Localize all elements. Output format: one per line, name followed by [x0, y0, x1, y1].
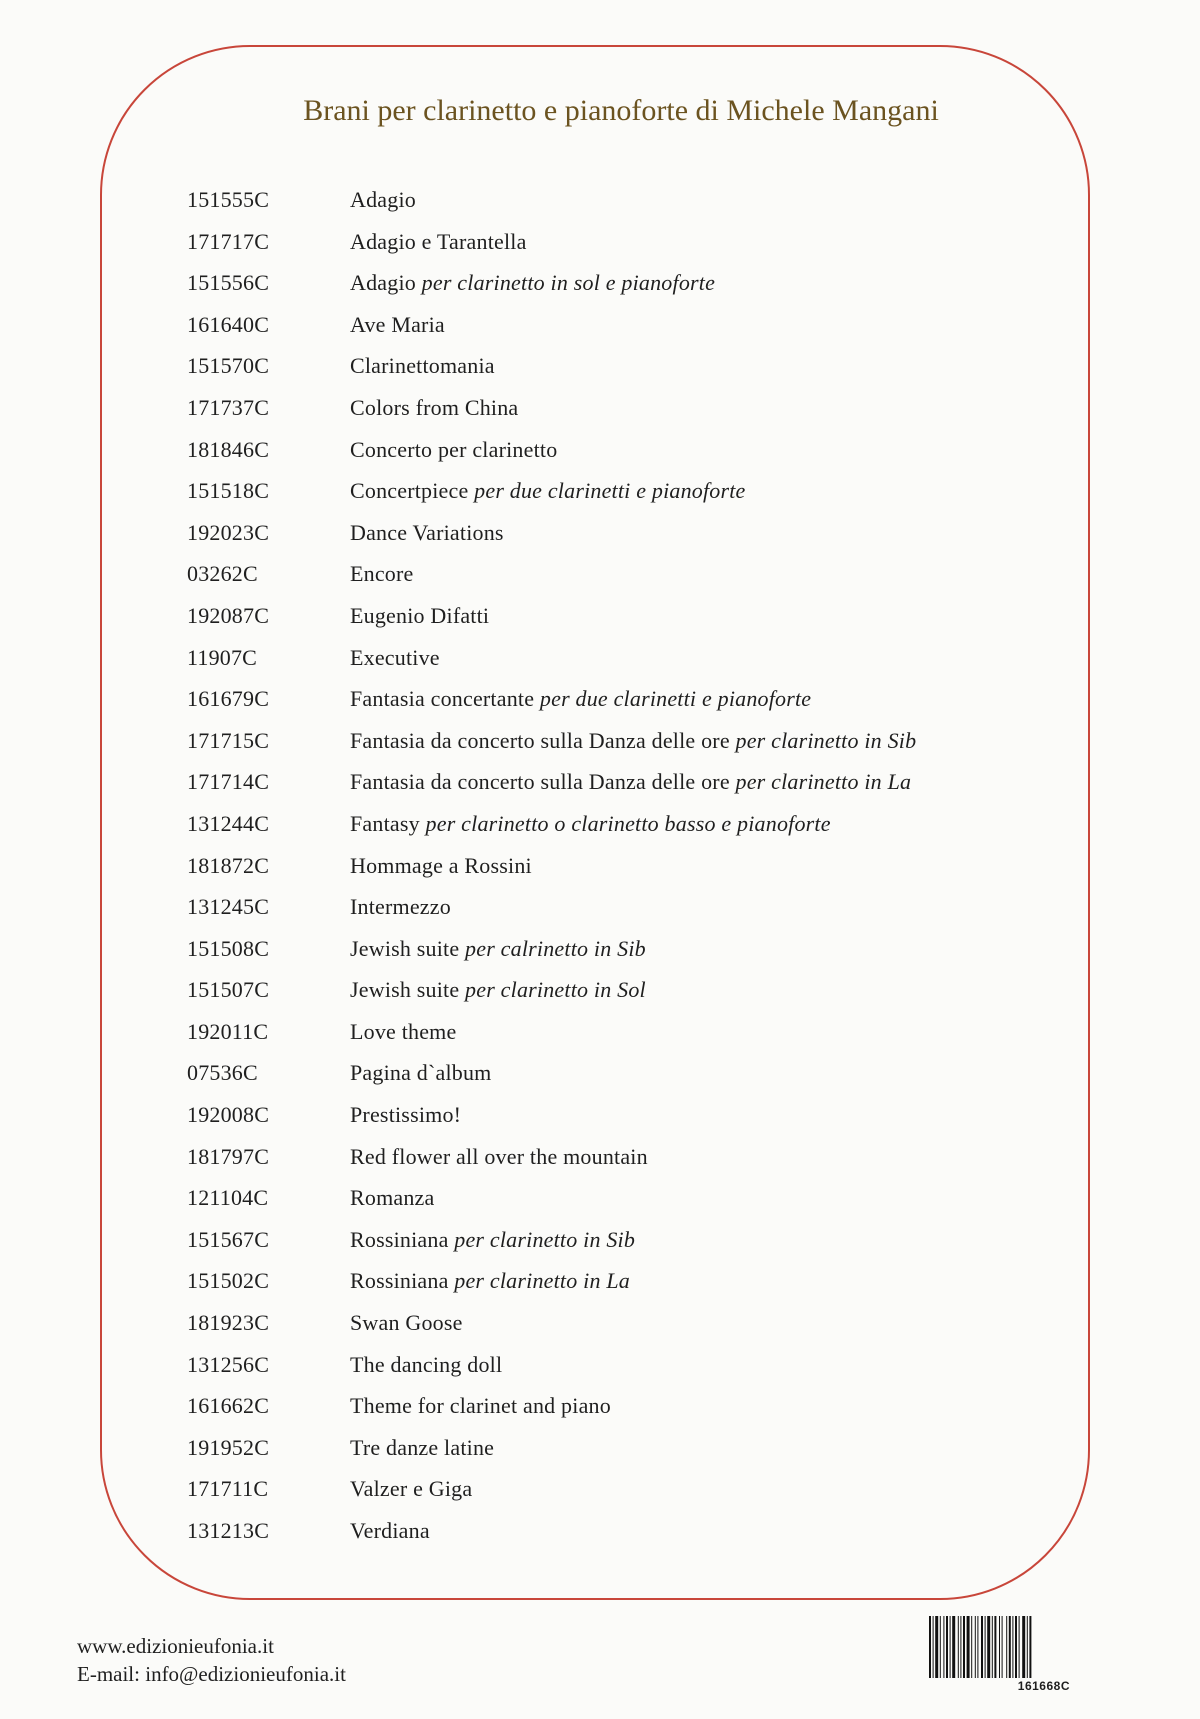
catalog-row [187, 894, 1047, 936]
catalog-title: Adagio [350, 270, 416, 296]
catalog-work [350, 645, 440, 671]
catalog-code: 03262C [187, 561, 258, 587]
catalog-work [350, 270, 715, 296]
barcode-bar [943, 1616, 944, 1678]
catalog-row [187, 1060, 1047, 1102]
catalog-work [350, 1518, 430, 1544]
barcode-bar [1006, 1616, 1007, 1678]
catalog-row [187, 1185, 1047, 1227]
footer [77, 1632, 346, 1688]
catalog-row [187, 1310, 1047, 1352]
catalog-code: 171714C [187, 769, 270, 795]
catalog-title: Jewish suite [350, 977, 460, 1003]
catalog-row [187, 1268, 1047, 1310]
catalog-work [350, 603, 489, 629]
catalog-code: 131244C [187, 810, 270, 836]
barcode-bar [1012, 1616, 1013, 1678]
catalog-title: Adagio [350, 187, 416, 212]
catalog-code: 171737C [187, 394, 270, 420]
catalog-row [187, 270, 1047, 312]
barcode-bar [999, 1616, 1000, 1678]
catalog-title: Fantasy [350, 810, 420, 836]
catalog-work [350, 1476, 472, 1502]
catalog-row [187, 1435, 1047, 1477]
catalog-title: Verdiana [350, 1518, 430, 1543]
barcode-bar [971, 1616, 972, 1678]
barcode-bar [935, 1616, 938, 1678]
catalog-work [350, 187, 416, 213]
catalog-row [187, 395, 1047, 437]
catalog-row [187, 187, 1047, 229]
catalog-title: Concerto per clarinetto [350, 436, 558, 462]
catalog-work [350, 1019, 456, 1045]
catalog-code: 151507C [187, 977, 270, 1003]
catalog-subtitle: per clarinetto in Sib [454, 1226, 636, 1252]
page-title: Brani per clarinetto e pianoforte di Michele Mangani [303, 94, 939, 127]
catalog-work [350, 1102, 461, 1128]
catalog-title: Rossiniana [350, 1226, 449, 1252]
catalog-row [187, 1393, 1047, 1435]
barcode-bar [950, 1616, 951, 1678]
barcode-bar [975, 1616, 976, 1678]
catalog-work [350, 520, 504, 546]
catalog-title: Jewish suite [350, 935, 460, 961]
barcode-bar [967, 1616, 970, 1678]
barcode-bar [940, 1616, 941, 1678]
barcode-bar [960, 1616, 961, 1678]
catalog-title: Swan Goose [350, 1310, 463, 1336]
catalog-work [350, 1310, 463, 1336]
barcode-bar [963, 1616, 965, 1678]
barcode-bar [977, 1616, 978, 1678]
catalog-title: Adagio e Tarantella [350, 228, 527, 254]
catalog-row [187, 437, 1047, 479]
barcode-bar [985, 1616, 986, 1678]
catalog-title: Hommage a Rossini [350, 852, 532, 878]
catalog-title: Fantasia da concerto sulla Danza delle ore [350, 727, 730, 753]
catalog-row [187, 561, 1047, 603]
catalog-code: 131245C [187, 894, 270, 920]
catalog-code: 161640C [187, 311, 270, 337]
catalog-row [187, 603, 1047, 645]
barcode-bar [981, 1616, 983, 1678]
catalog-row [187, 645, 1047, 687]
catalog-code: 151555C [187, 187, 270, 212]
catalog-code: 171711C [187, 1476, 269, 1502]
catalog-work [350, 229, 527, 255]
catalog-code: 151508C [187, 935, 270, 961]
catalog-code: 161662C [187, 1393, 270, 1419]
catalog-work [350, 1268, 630, 1294]
catalog-subtitle: per clarinetto in La [454, 1268, 630, 1294]
catalog-title: Red flower all over the mountain [350, 1143, 648, 1169]
catalog-list [187, 187, 1047, 1560]
catalog-subtitle: per clarinetto o clarinetto basso e pianoforte [425, 810, 831, 836]
catalog-row [187, 229, 1047, 271]
catalog-work [350, 1227, 635, 1253]
catalog-row [187, 686, 1047, 728]
catalog-title: Prestissimo! [350, 1102, 462, 1128]
barcode-bar [1029, 1616, 1031, 1678]
catalog-title: Concertpiece [350, 478, 469, 504]
catalog-work [350, 686, 811, 712]
barcode-bar [1019, 1616, 1020, 1678]
catalog-work [350, 1352, 502, 1378]
catalog-row [187, 1019, 1047, 1061]
catalog-work [350, 353, 495, 379]
catalog-code: 192011C [187, 1018, 269, 1044]
barcode-bar [952, 1616, 955, 1678]
barcode-number: 161668C [1017, 1679, 1070, 1693]
barcode-bar [992, 1616, 993, 1678]
barcode-bar [1009, 1616, 1011, 1678]
catalog-title: Fantasia da concerto sulla Danza delle ore [350, 769, 730, 795]
catalog-work [350, 769, 911, 795]
catalog-work [350, 395, 518, 421]
catalog-code: 151567C [187, 1226, 270, 1252]
catalog-code: 181923C [187, 1310, 270, 1336]
catalog-row [187, 728, 1047, 770]
catalog-title: Executive [350, 644, 440, 670]
catalog-code: 181797C [187, 1143, 270, 1169]
barcode-bars [928, 1616, 1070, 1678]
catalog-code: 121104C [187, 1185, 269, 1211]
catalog-row [187, 1518, 1047, 1560]
catalog-work [350, 853, 532, 879]
catalog-title: The dancing doll [350, 1351, 503, 1377]
catalog-title: Fantasia concertante [350, 686, 535, 712]
catalog-title: Intermezzo [350, 894, 451, 920]
catalog-title: Colors from China [350, 394, 519, 420]
catalog-title: Rossiniana [350, 1268, 449, 1294]
barcode-bar [933, 1616, 934, 1678]
catalog-subtitle: per clarinetto in La [735, 769, 912, 795]
catalog-title: Theme for clarinet and piano [350, 1393, 611, 1419]
catalog-code: 131213C [187, 1518, 270, 1543]
barcode-bar [1015, 1616, 1017, 1678]
catalog-code: 151518C [187, 478, 270, 504]
barcode-bar [994, 1616, 996, 1678]
catalog-subtitle: per clarinetto in Sib [735, 727, 917, 753]
catalog-code: 151556C [187, 270, 270, 296]
barcode-bar [987, 1616, 990, 1678]
catalog-code: 171715C [187, 727, 270, 753]
catalog-title: Clarinettomania [350, 353, 495, 379]
catalog-row [187, 1227, 1047, 1269]
catalog-code: 192008C [187, 1102, 270, 1128]
catalog-title: Valzer e Giga [350, 1476, 473, 1502]
catalog-work [350, 894, 451, 920]
catalog-code: 11907C [187, 644, 258, 670]
catalog-code: 131256C [187, 1351, 270, 1377]
catalog-row [187, 1144, 1047, 1186]
catalog-code: 161679C [187, 686, 270, 712]
catalog-work [350, 1060, 492, 1086]
barcode-bar [946, 1616, 948, 1678]
catalog-code: 191952C [187, 1434, 270, 1460]
catalog-title: Encore [350, 561, 414, 587]
catalog-title: Tre danze latine [350, 1434, 495, 1460]
catalog-title: Dance Variations [350, 519, 504, 545]
catalog-work [350, 811, 831, 837]
barcode-bar [958, 1616, 959, 1678]
catalog-work [350, 561, 414, 587]
catalog-work [350, 936, 646, 962]
catalog-row [187, 769, 1047, 811]
catalog-work [350, 977, 646, 1003]
catalog-code: 181846C [187, 436, 270, 462]
catalog-title: Romanza [350, 1185, 435, 1211]
catalog-work [350, 1393, 611, 1419]
barcode-bar [1002, 1616, 1003, 1678]
catalog-work [350, 1144, 648, 1170]
catalog-work [350, 478, 746, 504]
catalog-row [187, 977, 1047, 1019]
catalog-code: 07536C [187, 1060, 258, 1086]
catalog-work [350, 312, 445, 338]
catalog-row [187, 853, 1047, 895]
catalog-subtitle: per due clarinetti e pianoforte [539, 686, 812, 712]
catalog-row [187, 353, 1047, 395]
catalog-code: 151570C [187, 353, 270, 379]
catalog-subtitle: per calrinetto in Sib [465, 935, 646, 961]
catalog-row [187, 936, 1047, 978]
barcode-bar [1022, 1616, 1025, 1678]
catalog-row [187, 1352, 1047, 1394]
catalog-code: 151502C [187, 1268, 270, 1294]
catalog-row [187, 520, 1047, 562]
catalog-title: Eugenio Difatti [350, 602, 490, 628]
catalog-work [350, 1435, 494, 1461]
catalog-code: 171717C [187, 228, 270, 254]
catalog-code: 181872C [187, 852, 270, 878]
catalog-code: 192087C [187, 602, 270, 628]
catalog-code: 192023C [187, 519, 270, 545]
barcode-bar [1027, 1616, 1028, 1678]
catalog-row [187, 478, 1047, 520]
catalog-title: Pagina d`album [350, 1060, 492, 1086]
catalog-work [350, 728, 916, 754]
catalog-row [187, 312, 1047, 354]
catalog-subtitle: per clarinetto in sol e pianoforte [421, 270, 716, 296]
catalog-row [187, 1102, 1047, 1144]
barcode [928, 1616, 1070, 1696]
catalog-subtitle: per due clarinetti e pianoforte [474, 478, 746, 504]
catalog-row [187, 811, 1047, 853]
email-link[interactable]: E-mail: info@edizionieufonia.it [77, 1662, 346, 1686]
catalog-subtitle: per clarinetto in Sol [465, 977, 646, 1003]
catalog-title: Love theme [350, 1018, 457, 1044]
catalog-work [350, 1185, 434, 1211]
barcode-bar [929, 1616, 931, 1678]
catalog-work [350, 437, 557, 463]
website-link[interactable]: www.edizionieufonia.it [77, 1634, 274, 1658]
catalog-row [187, 1476, 1047, 1518]
catalog-title: Ave Maria [350, 311, 445, 337]
